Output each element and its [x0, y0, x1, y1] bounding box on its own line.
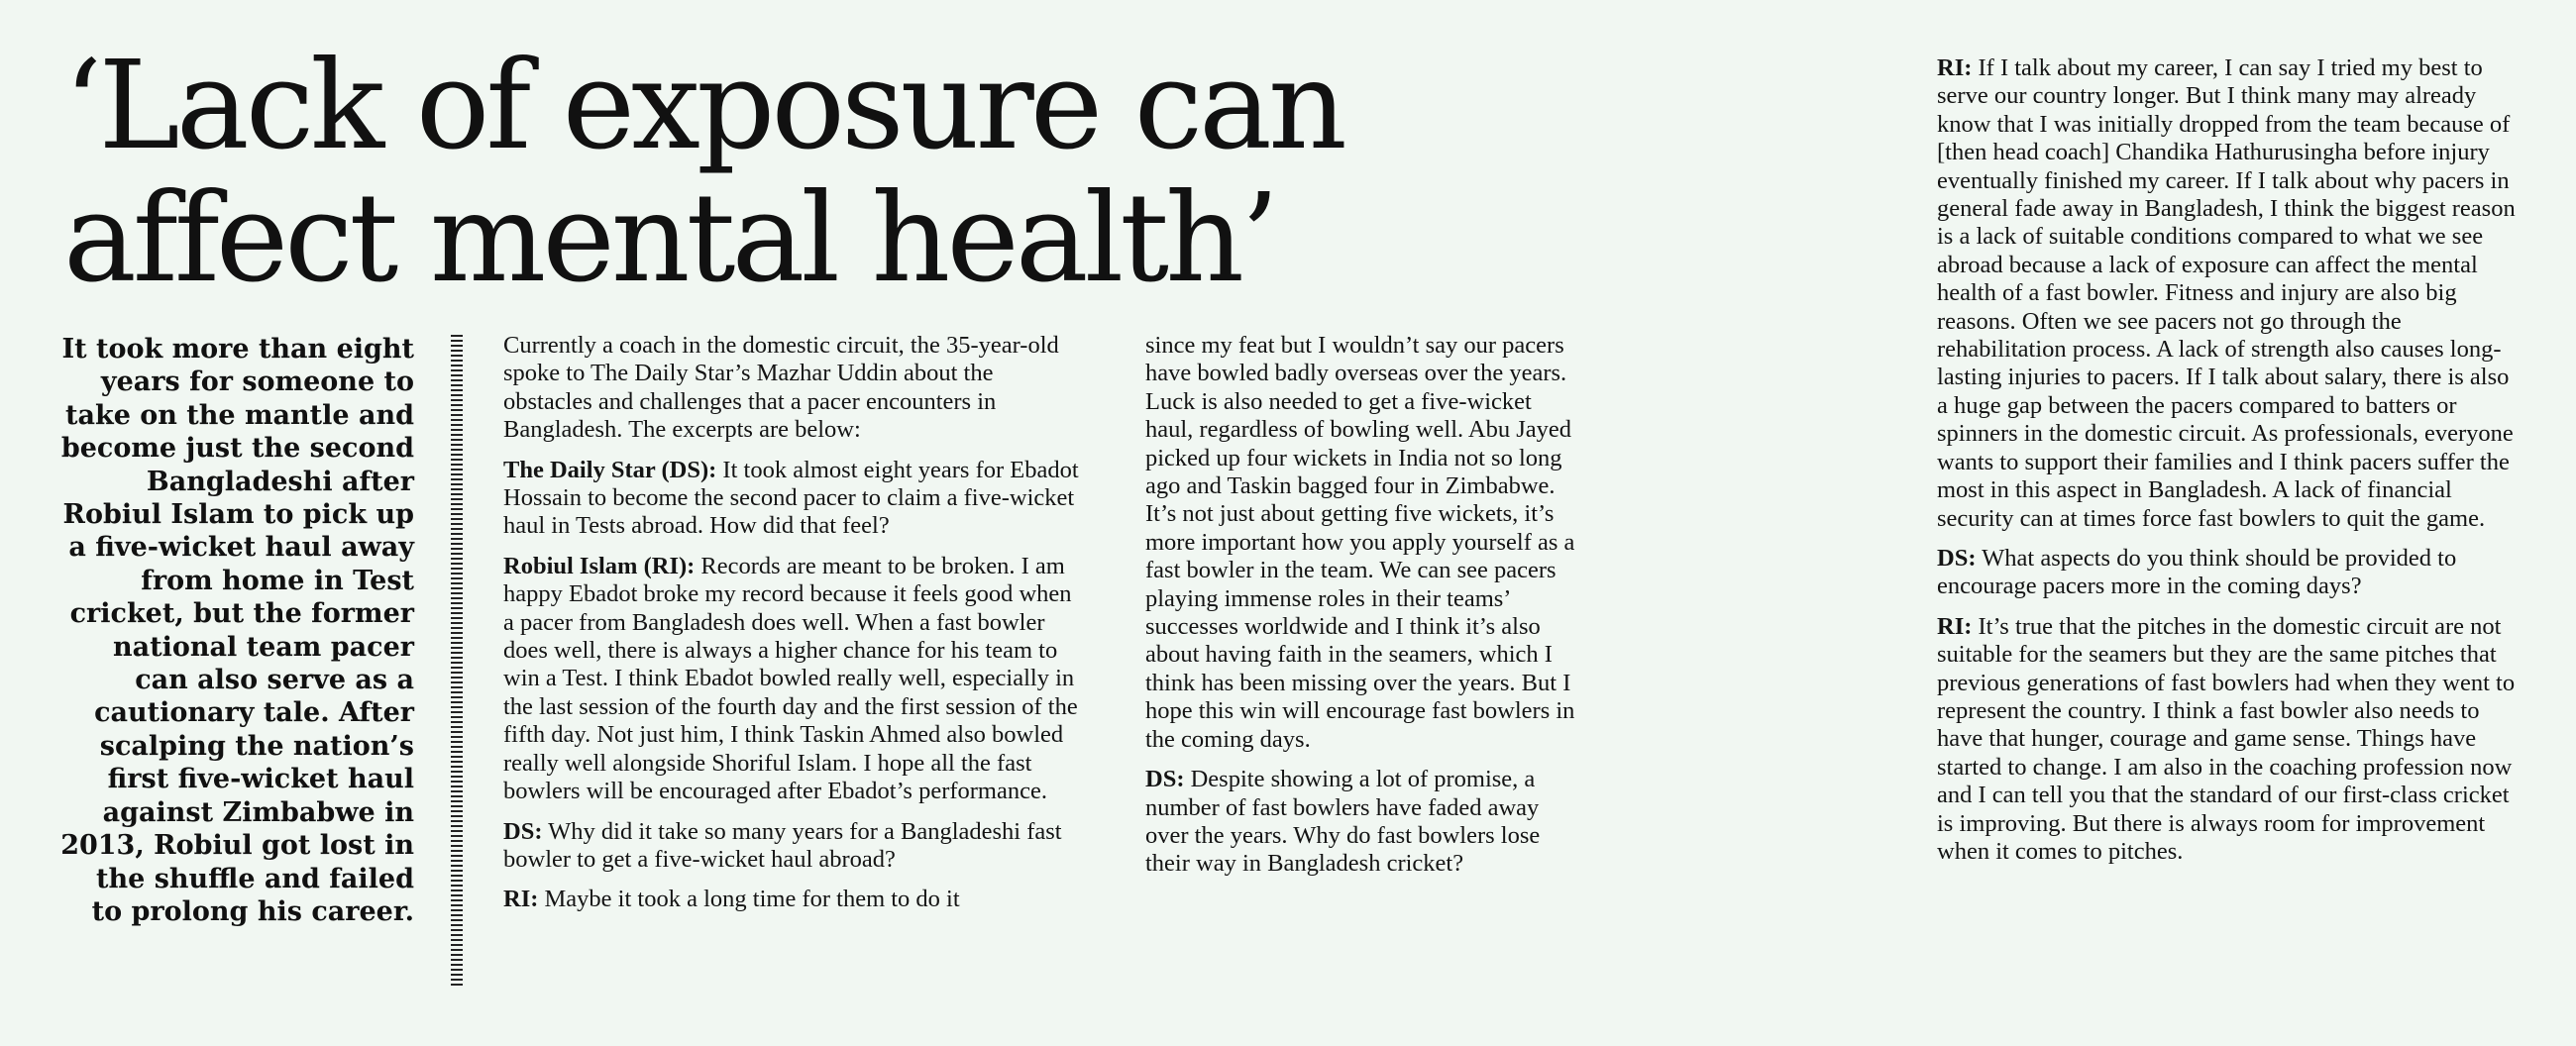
answer-4	[1937, 613, 2522, 867]
question-3	[1145, 766, 1581, 879]
question-text: What aspects do you think should be provided to encourage pacers more in the coming days?	[1937, 544, 2457, 600]
speaker-label: The Daily Star (DS):	[503, 456, 717, 483]
headline: ‘Lack of exposure can affect mental health’	[63, 35, 1343, 310]
answer-2	[503, 886, 1088, 913]
speaker-label: DS:	[503, 817, 543, 845]
answer-text: Records are meant to be broken. I am happy Ebadot broke my record because it feels good when a pacer from Bangladesh does well. When a fast bowler does well, there is always a higher chance for his team to win a Test. I think Ebadot bowled really well, especially in the last session of the fourth day and the first session of the fifth day. Not just him, I think Taskin Ahmed also bowled really well alongside Shoriful Islam. I hope all the fast bowlers will be encouraged after Ebadot’s performance.	[503, 552, 1078, 805]
answer-3	[1937, 54, 2522, 533]
speaker-label: RI:	[503, 886, 539, 913]
question-text: Despite showing a lot of promise, a number of fast bowlers have faded away over the years. Why do fast bowlers lose their way in Bangladesh cricket?	[1145, 766, 1541, 878]
article-column-2	[1145, 332, 1581, 890]
answer-text: Maybe it took a long time for them to do it	[538, 886, 960, 913]
speaker-label: DS:	[1145, 766, 1185, 793]
answer-text: If I talk about my career, I can say I tried my best to serve our country longer. But I think many may already know that I was initially dropped from the team because of [then head coach] Chandika Hathurusingha before injury eventually finished my career. If I talk about why pacers in general fade away in Bangladesh, I think the biggest reason is a lack of suitable conditions compared to what we see abroad because a lack of exposure can affect the mental health of a fast bowler. Fitness and injury are also big reasons. Often we see pacers not go through the rehabilitation process. A lack of strength also causes long-lasting injuries to pacers. If I talk about salary, there is also a huge gap between the pacers compared to batters or spinners in the domestic circuit. As professionals, everyone wants to support their families and I think pacers suffer the most in this aspect in Bangladesh. A lack of financial security can at times force fast bowlers to quit the game.	[1937, 54, 2516, 532]
article-column-3	[1937, 54, 2522, 878]
question-4	[1937, 545, 2522, 601]
question-text: It took almost eight years for Ebadot Hossain to become the second pacer to claim a five-wicket haul in Tests abroad. How did that feel?	[503, 456, 1079, 540]
column-divider-rule	[451, 335, 463, 989]
intro-paragraph: Currently a coach in the domestic circuit, the 35-year-old spoke to The Daily Star’s Mazhar Uddin about the obstacles and challenges that a pacer encounters in Bangladesh. The excerpts are below:	[503, 332, 1059, 444]
speaker-label: RI:	[1937, 54, 1973, 81]
speaker-label: Robiul Islam (RI):	[503, 552, 696, 579]
answer-2-continued: since my feat but I wouldn’t say our pacers have bowled badly overseas over the years. Luck is also needed to get a five-wicket haul, regardless of bowling well. Abu Jayed picked up four wickets in India not so long ago and Taskin bagged four in Zimbabwe. It’s not just about getting five wickets, it’s more important how you apply yourself as a fast bowler in the team. We can see pacers playing immense roles in their teams’ successes worldwide and I think it’s also about having faith in the seamers, which I think has been missing over the years. But I hope this win will encourage fast bowlers in the coming days.	[1145, 332, 1575, 753]
standfirst: It took more than eight years for someone to take on the mantle and become just the second Bangladeshi after Robiul Islam to pick up a five-wicket haul away from home in Test cricket, but the former national team pacer can also serve as a cautionary tale. After scalping the nation’s first five-wicket haul against Zimbabwe in 2013, Robiul got lost in the shuffle and failed to prolong his career.	[60, 334, 414, 927]
answer-text: It’s true that the pitches in the domestic circuit are not suitable for the seamers but they are the same pitches that previous generations of fast bowlers had when they went to represent the country. I think a fast bowler also needs to have that hunger, courage and game sense. Things have started to change. I am also in the coaching profession now and I can tell you that the standard of our first-class cricket is improving. But there is always room for improvement when it comes to pitches.	[1937, 612, 2516, 865]
answer-1	[503, 553, 1088, 806]
speaker-label: RI:	[1937, 612, 1973, 640]
article-column-1	[503, 332, 1088, 926]
question-text: Why did it take so many years for a Bangladeshi fast bowler to get a five-wicket haul abroad?	[503, 817, 1062, 873]
question-2	[503, 818, 1088, 875]
speaker-label: DS:	[1937, 544, 1977, 572]
question-1	[503, 457, 1088, 541]
